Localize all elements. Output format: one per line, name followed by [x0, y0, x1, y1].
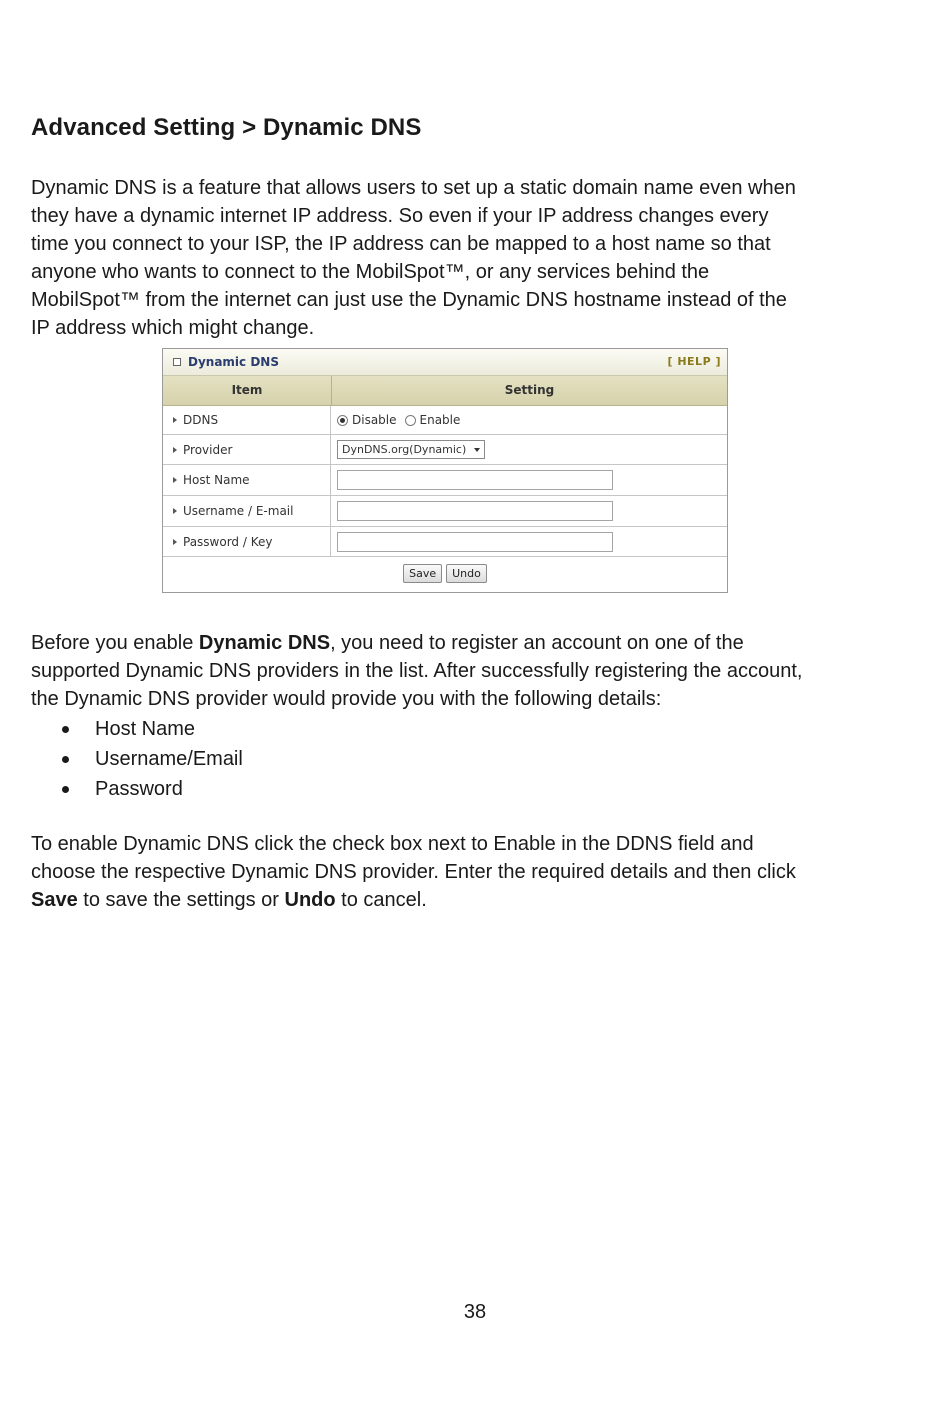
row-label: DDNS	[183, 413, 219, 427]
bullet-icon	[62, 726, 69, 733]
bullet-icon	[62, 786, 69, 793]
before-text: , you need to register an account on one of the	[330, 632, 744, 654]
arrow-right-icon	[173, 539, 177, 545]
undo-button[interactable]: Undo	[446, 564, 487, 583]
list-item: Password	[31, 774, 243, 804]
list-item: Username/Email	[31, 744, 243, 774]
chevron-down-icon	[474, 448, 480, 452]
save-button[interactable]: Save	[403, 564, 442, 583]
intro-line: they have a dynamic internet IP address. So even if your IP address changes every	[31, 205, 769, 227]
enable-text: to save the settings or	[77, 889, 285, 911]
before-line: supported Dynamic DNS providers in the list. After successfully registering the account,	[31, 660, 803, 682]
row-password	[163, 527, 727, 557]
ddns-enable-radio[interactable]	[405, 415, 416, 426]
row-username	[163, 496, 727, 527]
row-provider	[163, 435, 727, 465]
intro-line: IP address which might change.	[31, 317, 315, 339]
before-line: the Dynamic DNS provider would provide you with the following details:	[31, 688, 662, 710]
arrow-right-icon	[173, 417, 177, 423]
host-name-input[interactable]	[337, 470, 613, 490]
list-item: Host Name	[31, 714, 243, 744]
row-label: Username / E-mail	[183, 504, 294, 518]
page-number: 38	[463, 1301, 487, 1323]
row-ddns	[163, 406, 727, 435]
username-input[interactable]	[337, 501, 613, 521]
column-header-setting: Setting	[504, 383, 555, 397]
undo-bold-text: Undo	[284, 889, 336, 911]
row-label: Password / Key	[183, 534, 273, 549]
intro-line: Dynamic DNS is a feature that allows users to set up a static domain name even when	[31, 177, 796, 199]
provider-select[interactable]	[337, 440, 485, 459]
intro-line: MobilSpot™ from the internet can just use the Dynamic DNS hostname instead of the	[31, 289, 787, 311]
help-link[interactable]: [ HELP ]	[667, 355, 721, 368]
row-host-name	[163, 465, 727, 496]
panel-square-icon	[173, 358, 181, 366]
panel-title-bar	[163, 349, 727, 376]
before-text: Before you enable	[31, 632, 199, 654]
ddns-enable-label: Enable	[419, 413, 461, 427]
enable-line: To enable Dynamic DNS click the check box next to Enable in the DDNS field and	[31, 833, 754, 855]
intro-line: anyone who wants to connect to the MobilSpot™, or any services behind the	[31, 261, 710, 283]
details-list	[31, 714, 243, 804]
enable-text: to cancel.	[335, 889, 427, 911]
column-header-item: Item	[163, 376, 332, 405]
ddns-disable-radio[interactable]	[337, 415, 348, 426]
button-bar	[163, 555, 727, 592]
password-input[interactable]	[337, 532, 613, 552]
bullet-icon	[62, 756, 69, 763]
intro-line: time you connect to your ISP, the IP address can be mapped to a host name so that	[31, 233, 771, 255]
arrow-right-icon	[173, 447, 177, 453]
table-header	[163, 376, 727, 406]
page-title: Advanced Setting > Dynamic DNS	[31, 114, 422, 141]
ddns-disable-label: Disable	[352, 413, 397, 427]
row-label: Host Name	[183, 473, 250, 487]
before-bold-text: Dynamic DNS	[198, 632, 331, 654]
panel-title: Dynamic DNS	[188, 355, 279, 369]
row-label: Provider	[183, 442, 233, 457]
arrow-right-icon	[173, 477, 177, 483]
enable-paragraph	[31, 830, 891, 914]
save-bold-text: Save	[31, 889, 78, 911]
enable-line: choose the respective Dynamic DNS provider. Enter the required details and then click	[31, 861, 796, 883]
arrow-right-icon	[173, 508, 177, 514]
dynamic-dns-panel	[162, 348, 728, 593]
before-paragraph	[31, 629, 891, 713]
provider-selected-value: DynDNS.org(Dynamic)	[342, 443, 467, 456]
intro-paragraph	[31, 174, 891, 342]
